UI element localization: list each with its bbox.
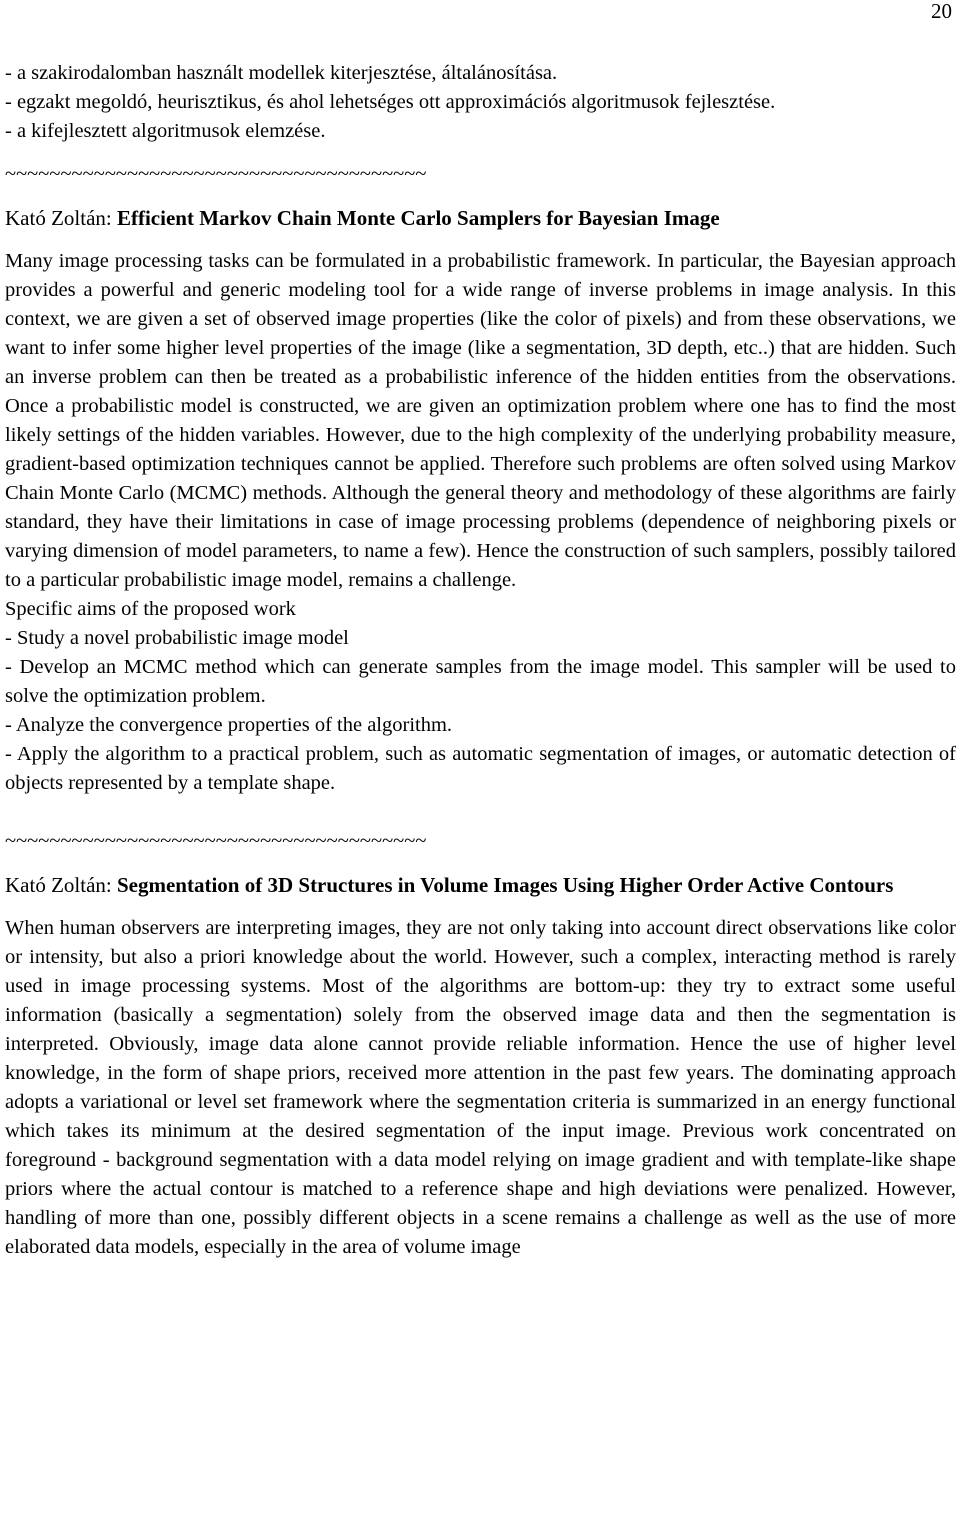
section1-aim-3: - Analyze the convergence properties of the algorithm.	[5, 714, 453, 736]
intro-item-3: - a kifejlesztett algoritmusok elemzése.	[5, 120, 326, 142]
section2-author: Kató Zoltán:	[5, 873, 112, 897]
section1-abstract: Many image processing tasks can be formulated in a probabilistic framework. In particular, the Bayesian approach provides a powerful and generic modeling tool for a wide range of inverse problems in image analysis. In this context, we are given a set of observed image properties (like the color of pixels) and from these observations, we want to infer some higher level properties of the image (like a segmentation, 3D depth, etc..) that are hidden. Such an inverse problem can then be treated as a probabilistic inference of the hidden entities from the observations. Once a probabilistic model is constructed, we are given an optimization problem where one has to find the most likely settings of the hidden variables. However, due to the high complexity of the underlying probability measure, gradient-based optimization techniques cannot be applied. Therefore such problems are often solved using Markov Chain Monte Carlo (MCMC) methods. Although the general theory and methodology of these algorithms are fairly standard, they have their limitations in case of image processing problems (dependence of neighboring pixels or varying dimension of model parameters, to name a few). Hence the construction of such samplers, possibly tailored to a particular probabilistic image model, remains a challenge.	[5, 250, 956, 591]
page-content	[5, 59, 956, 1262]
section1-heading	[5, 203, 956, 233]
section1-aims-heading: Specific aims of the proposed work	[5, 598, 296, 620]
section1-aim-1: - Study a novel probabilistic image model	[5, 627, 349, 649]
intro-list	[5, 59, 956, 146]
section2-heading	[5, 870, 956, 900]
section1-aim-4: - Apply the algorithm to a practical problem, such as automatic segmentation of images, or automatic detection of objects represented by a template shape.	[5, 743, 956, 794]
intro-item-1: - a szakirodalomban használt modellek kiterjesztése, általánosítása.	[5, 62, 558, 84]
page-number: 20	[931, 0, 952, 23]
section-separator-1: ~~~~~~~~~~~~~~~~~~~~~~~~~~~~~~~~~~~~~~	[5, 163, 427, 185]
section-separator-2: ~~~~~~~~~~~~~~~~~~~~~~~~~~~~~~~~~~~~~~	[5, 830, 427, 852]
section1-aim-2: - Develop an MCMC method which can generate samples from the image model. This sampler will be used to solve the optimization problem.	[5, 656, 956, 707]
intro-item-2: - egzakt megoldó, heurisztikus, és ahol lehetséges ott approximációs algoritmusok fejlesztése.	[5, 91, 776, 113]
section2-title: Segmentation of 3D Structures in Volume Images Using Higher Order Active Contours	[116, 873, 894, 897]
section2-abstract: When human observers are interpreting images, they are not only taking into account direct observations like color or intensity, but also a priori knowledge about the world. However, such a complex, interacting method is rarely used in image processing systems. Most of the algorithms are bottom-up: they try to extract some useful information (basically a segmentation) solely from the observed image data and then the segmentation is interpreted. Obviously, image data alone cannot provide reliable information. Hence the use of higher level knowledge, in the form of shape priors, received more attention in the past few years. The dominating approach adopts a variational or level set framework where the segmentation criteria is summarized in an energy functional which takes its minimum at the desired segmentation of the input image. Previous work concentrated on foreground - background segmentation with a data model relying on image gradient and with template-like shape priors where the actual contour is matched to a reference shape and high deviations were penalized. However, handling of more than one, possibly different objects in a scene remains a challenge as well as the use of more elaborated data models, especially in the area of volume image	[5, 917, 956, 1258]
section1-title: Efficient Markov Chain Monte Carlo Samplers for Bayesian Image	[116, 206, 720, 230]
section1-author: Kató Zoltán:	[5, 206, 112, 230]
